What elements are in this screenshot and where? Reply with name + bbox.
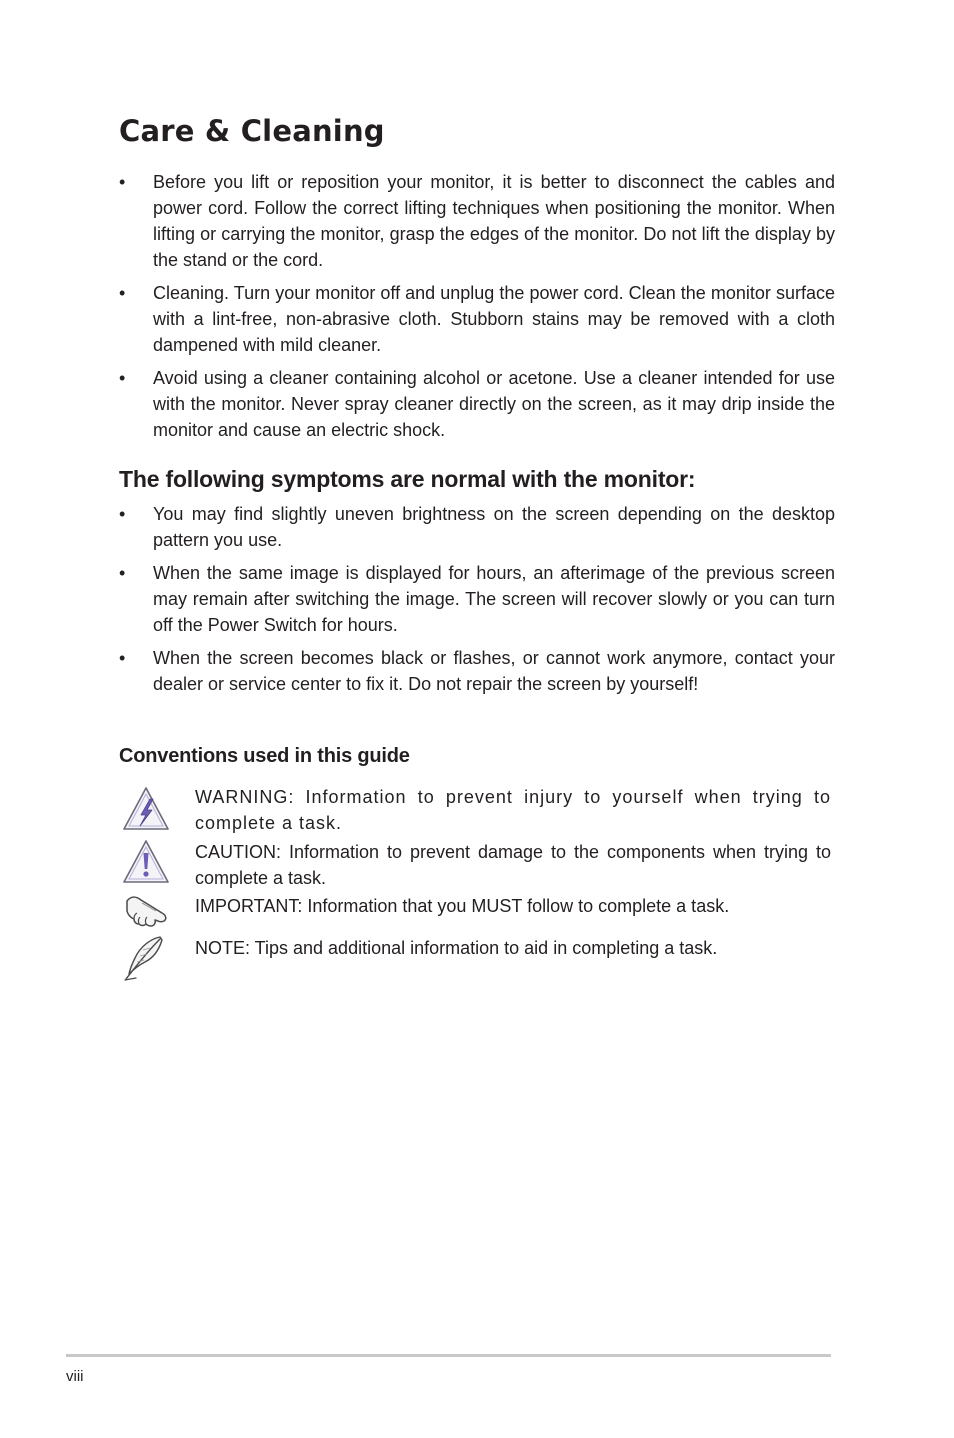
- footer-divider: [66, 1354, 831, 1357]
- care-list: [119, 169, 835, 443]
- page-title: Care & Cleaning: [119, 114, 385, 148]
- hand-important-icon: [122, 891, 172, 931]
- list-item: • Cleaning. Turn your monitor off and unplug the power cord. Clean the monitor surface with a lint-free, non-abrasive cloth. Stubborn stains may be removed with a cloth dampened with mild cleaner.: [119, 280, 835, 358]
- symptoms-heading: The following symptoms are normal with the monitor:: [119, 466, 696, 492]
- list-item: • Avoid using a cleaner containing alcohol or acetone. Use a cleaner intended for use with the monitor. Never spray cleaner directly on the screen, as it may drip inside the monitor and cause an electric shock.: [119, 365, 835, 443]
- symptoms-list: [119, 501, 835, 697]
- note-convention-text: NOTE: Tips and additional information to aid in completing a task.: [195, 938, 718, 958]
- page-number: viii: [66, 1368, 84, 1385]
- caution-convention-text: CAUTION: Information to prevent damage to the components when trying to complete a task.: [195, 842, 831, 888]
- conventions-heading: Conventions used in this guide: [119, 745, 410, 767]
- feather-note-icon: [120, 934, 168, 982]
- list-item: • When the same image is displayed for hours, an afterimage of the previous screen may remain after switching the image. The screen will recover slowly or you can turn off the Power Switch for hours.: [119, 560, 835, 638]
- list-item: • Before you lift or reposition your monitor, it is better to disconnect the cables and power cord. Follow the correct lifting techniques when positioning the monitor. When lifting or carrying the monitor, grasp the edges of the monitor. Do not lift the display by the stand or the cord.: [119, 169, 835, 273]
- list-item: • When the screen becomes black or flashes, or cannot work anymore, contact your dealer or service center to fix it. Do not repair the screen by yourself!: [119, 645, 835, 697]
- important-convention-text: IMPORTANT: Information that you MUST follow to complete a task.: [195, 896, 730, 916]
- lightning-warning-icon: [121, 785, 171, 833]
- exclamation-caution-icon: [121, 838, 171, 886]
- list-item: • You may find slightly uneven brightness on the screen depending on the desktop pattern you use.: [119, 501, 835, 553]
- warning-convention-text: WARNING: Information to prevent injury to yourself when trying to complete a task.: [195, 787, 831, 833]
